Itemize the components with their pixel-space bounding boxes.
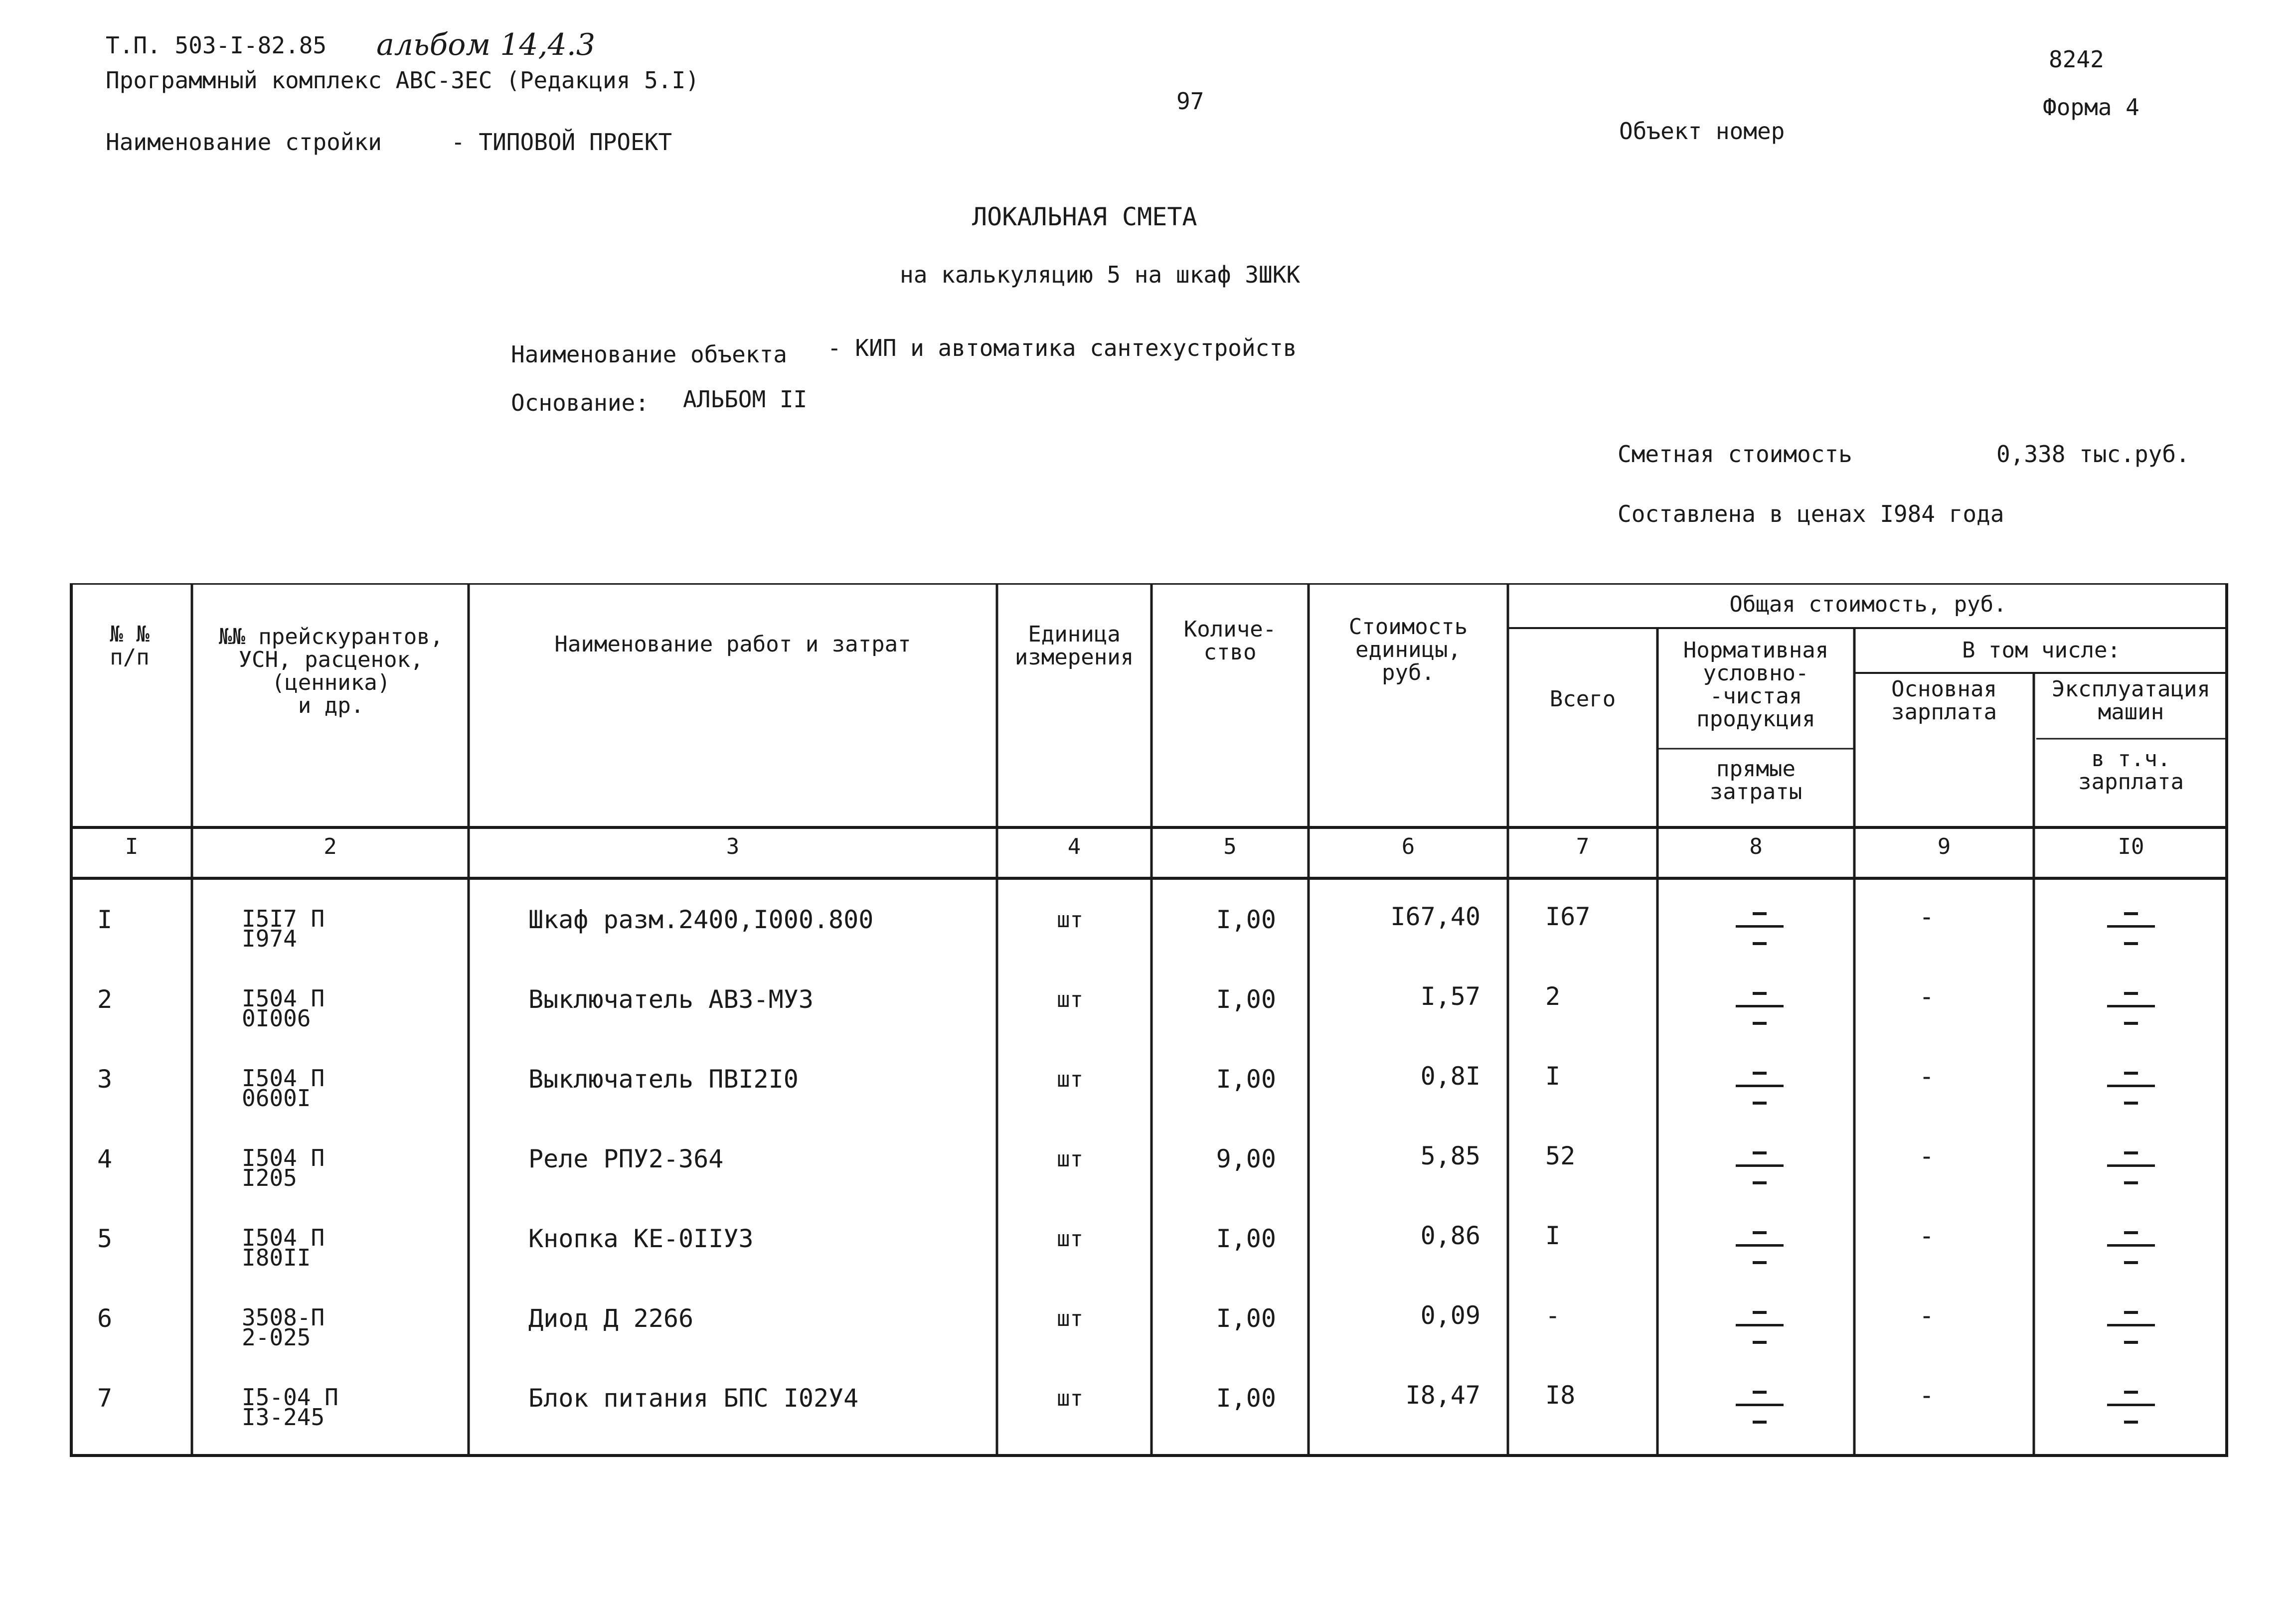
machine-operation-fraction-rule <box>2107 925 2155 928</box>
net-production-dash-top <box>1753 1391 1767 1394</box>
net-production-fraction-rule <box>1736 1164 1784 1167</box>
row-quantity: I,00 <box>1216 985 1276 1014</box>
estimated-cost-value: 0,338 тыс.руб. <box>1996 441 2190 468</box>
machine-operation-dash-bottom <box>2124 1022 2138 1025</box>
net-production-dash-top <box>1753 912 1767 915</box>
basis-value: АЛЬБОМ II <box>683 386 808 413</box>
column-number: 9 <box>1937 834 1951 859</box>
row-quantity: I,00 <box>1216 1304 1276 1333</box>
row-total: I67 <box>1545 902 1591 931</box>
column-number: 5 <box>1223 834 1237 859</box>
row-code-secondary: 2-025 <box>242 1324 311 1351</box>
machine-operation-fraction-rule <box>2107 1085 2155 1087</box>
header-quantity: Количе- ство <box>1183 617 1277 665</box>
net-production-fraction-rule <box>1736 1085 1784 1087</box>
row-code-secondary: 0I006 <box>242 1005 311 1032</box>
row-base-wage: - <box>1919 1062 1935 1091</box>
row-work-name: Шкаф разм.2400,I000.800 <box>528 905 874 934</box>
row-unit-price: I67,40 <box>1390 902 1480 931</box>
column-number: 4 <box>1067 834 1081 859</box>
header-unit-cost: Стоимость единицы, руб. <box>1348 614 1468 685</box>
net-production-dash-bottom <box>1753 1421 1767 1424</box>
row-work-name: Выключатель АВЗ-МУЗ <box>528 985 814 1014</box>
net-production-dash-bottom <box>1753 1261 1767 1264</box>
row-base-wage: - <box>1919 1381 1935 1410</box>
net-production-dash-bottom <box>1753 1181 1767 1184</box>
row-work-name: Кнопка КЕ-0IIУЗ <box>528 1224 754 1253</box>
machine-operation-dash-bottom <box>2124 1341 2138 1344</box>
machine-operation-fraction-rule <box>2107 1404 2155 1406</box>
row-quantity: I,00 <box>1216 1224 1276 1253</box>
document-number: 8242 <box>2049 46 2104 73</box>
row-number: 6 <box>97 1304 113 1333</box>
header-total-cost-group: Общая стоимость, руб. <box>1729 592 2007 617</box>
object-number-label: Объект номер <box>1619 118 1785 145</box>
machine-operation-fraction-rule <box>2107 1244 2155 1247</box>
machine-operation-dash-top <box>2124 1391 2138 1394</box>
row-code-secondary: 0600I <box>242 1085 311 1112</box>
header-base-wage: Основная зарплата <box>1891 676 1997 725</box>
row-code-secondary: I974 <box>242 925 297 952</box>
machine-operation-dash-top <box>2124 1072 2138 1075</box>
header-work-name: Наименование работ и затрат <box>554 632 911 657</box>
header-machine-wage: в т.ч. зарплата <box>2078 746 2184 795</box>
net-production-dash-bottom <box>1753 1341 1767 1344</box>
row-code-primary: 3508-П <box>242 1304 325 1331</box>
row-total: I8 <box>1545 1381 1576 1410</box>
machine-operation-dash-bottom <box>2124 1421 2138 1424</box>
column-number: 2 <box>324 834 337 859</box>
machine-operation-fraction-rule <box>2107 1324 2155 1326</box>
document-title: ЛОКАЛЬНАЯ СМЕТА <box>972 202 1197 231</box>
header-including: В том числе: <box>1962 638 2121 663</box>
page-number: 97 <box>1176 88 1204 115</box>
net-production-dash-top <box>1753 1311 1767 1314</box>
basis-label: Основание: <box>511 389 649 416</box>
row-base-wage: - <box>1919 902 1935 931</box>
machine-operation-dash-top <box>2124 1311 2138 1314</box>
header-net-production: Нормативная условно- -чистая продукция <box>1683 638 1829 732</box>
construction-value: - ТИПОВОЙ ПРОЕКТ <box>451 129 672 156</box>
net-production-dash-top <box>1753 1072 1767 1075</box>
estimated-cost-label: Сметная стоимость <box>1618 441 1852 468</box>
column-number: I <box>125 834 139 859</box>
row-quantity: 9,00 <box>1216 1144 1276 1173</box>
row-unit-price: 0,09 <box>1420 1301 1480 1330</box>
net-production-dash-top <box>1753 1151 1767 1154</box>
row-quantity: I,00 <box>1216 905 1276 934</box>
row-unit: шт <box>1057 1386 1083 1411</box>
row-total: - <box>1545 1301 1561 1330</box>
column-number: 6 <box>1401 834 1415 859</box>
document-subtitle: на калькуляцию 5 на шкаф ЗШКК <box>900 261 1301 288</box>
row-total: I <box>1545 1221 1561 1250</box>
row-base-wage: - <box>1919 1221 1935 1250</box>
row-quantity: I,00 <box>1216 1065 1276 1094</box>
net-production-fraction-rule <box>1736 1324 1784 1326</box>
row-number: 7 <box>97 1384 113 1413</box>
row-unit: шт <box>1057 907 1083 933</box>
row-number: 2 <box>97 985 113 1014</box>
row-unit-price: I,57 <box>1420 982 1480 1011</box>
row-unit: шт <box>1057 1226 1083 1252</box>
net-production-dash-bottom <box>1753 1022 1767 1025</box>
machine-operation-dash-top <box>2124 1231 2138 1234</box>
row-number: 4 <box>97 1144 113 1173</box>
net-production-fraction-rule <box>1736 1244 1784 1247</box>
row-base-wage: - <box>1919 982 1935 1011</box>
machine-operation-fraction-rule <box>2107 1164 2155 1167</box>
machine-operation-dash-top <box>2124 992 2138 995</box>
machine-operation-fraction-rule <box>2107 1005 2155 1007</box>
row-code-primary: I5I7 П <box>242 905 325 932</box>
row-unit: шт <box>1057 1146 1083 1172</box>
header-row-number: № № п/п <box>110 622 150 670</box>
estimate-table <box>70 583 2231 1458</box>
net-production-fraction-rule <box>1736 1404 1784 1406</box>
row-work-name: Диод Д 2266 <box>528 1304 694 1333</box>
row-unit: шт <box>1057 1306 1083 1331</box>
row-base-wage: - <box>1919 1301 1935 1330</box>
machine-operation-dash-bottom <box>2124 942 2138 945</box>
net-production-fraction-rule <box>1736 1005 1784 1007</box>
row-base-wage: - <box>1919 1141 1935 1170</box>
row-work-name: Реле РПУ2-364 <box>528 1144 724 1173</box>
net-production-dash-bottom <box>1753 942 1767 945</box>
machine-operation-dash-bottom <box>2124 1181 2138 1184</box>
row-code-primary: I504 П <box>242 1144 325 1171</box>
net-production-fraction-rule <box>1736 925 1784 928</box>
row-unit: шт <box>1057 1067 1083 1092</box>
net-production-dash-bottom <box>1753 1102 1767 1105</box>
row-unit-price: 0,86 <box>1420 1221 1480 1250</box>
row-code-primary: I504 П <box>242 1224 325 1251</box>
header-total: Всего <box>1549 686 1616 712</box>
row-total: 52 <box>1545 1141 1576 1170</box>
row-unit-price: I8,47 <box>1405 1381 1480 1410</box>
column-number: I0 <box>2118 834 2144 859</box>
row-unit-price: 5,85 <box>1420 1141 1480 1170</box>
object-name-label: Наименование объекта <box>511 341 787 368</box>
column-number: 7 <box>1576 834 1590 859</box>
row-code-primary: I504 П <box>242 985 325 1012</box>
row-code-secondary: I3-245 <box>242 1404 325 1431</box>
row-code-primary: I5-04 П <box>242 1384 338 1411</box>
row-quantity: I,00 <box>1216 1384 1276 1413</box>
header-price-list: №№ прейскурантов, УСН, расценок, (ценника) и др. <box>218 624 444 718</box>
net-production-dash-top <box>1753 992 1767 995</box>
row-code-secondary: I80II <box>242 1244 311 1271</box>
row-work-name: Блок питания БПС I02У4 <box>528 1384 859 1413</box>
column-number: 8 <box>1749 834 1763 859</box>
row-code-secondary: I205 <box>242 1164 297 1191</box>
prices-year-note: Составлена в ценах I984 года <box>1618 500 2004 527</box>
row-total: 2 <box>1545 982 1561 1011</box>
row-total: I <box>1545 1062 1561 1091</box>
row-unit-price: 0,8I <box>1420 1062 1480 1091</box>
column-number: 3 <box>726 834 740 859</box>
row-code-primary: I504 П <box>242 1065 325 1092</box>
construction-label: Наименование стройки <box>106 129 382 156</box>
program-name: Программный комплекс АВС-3ЕС (Редакция 5.I) <box>106 67 699 94</box>
net-production-dash-top <box>1753 1231 1767 1234</box>
machine-operation-dash-top <box>2124 1151 2138 1154</box>
row-number: 3 <box>97 1065 113 1094</box>
machine-operation-dash-bottom <box>2124 1261 2138 1264</box>
machine-operation-dash-top <box>2124 912 2138 915</box>
row-number: I <box>97 905 113 934</box>
form-number: Форма 4 <box>2043 94 2139 121</box>
header-machine-operation: Эксплуатация машин <box>2052 676 2210 725</box>
row-unit: шт <box>1057 987 1083 1012</box>
handwritten-album-note: альбом 14,4.3 <box>376 27 596 62</box>
tp-number: Т.П. 503-I-82.85 <box>106 32 327 59</box>
row-number: 5 <box>97 1224 113 1253</box>
object-name-value: - КИП и автоматика сантехустройств <box>827 334 1297 361</box>
header-direct-costs: прямые затраты <box>1709 756 1803 805</box>
machine-operation-dash-bottom <box>2124 1102 2138 1105</box>
row-work-name: Выключатель ПВI2I0 <box>528 1065 799 1094</box>
header-unit: Единица измерения <box>1014 622 1134 670</box>
